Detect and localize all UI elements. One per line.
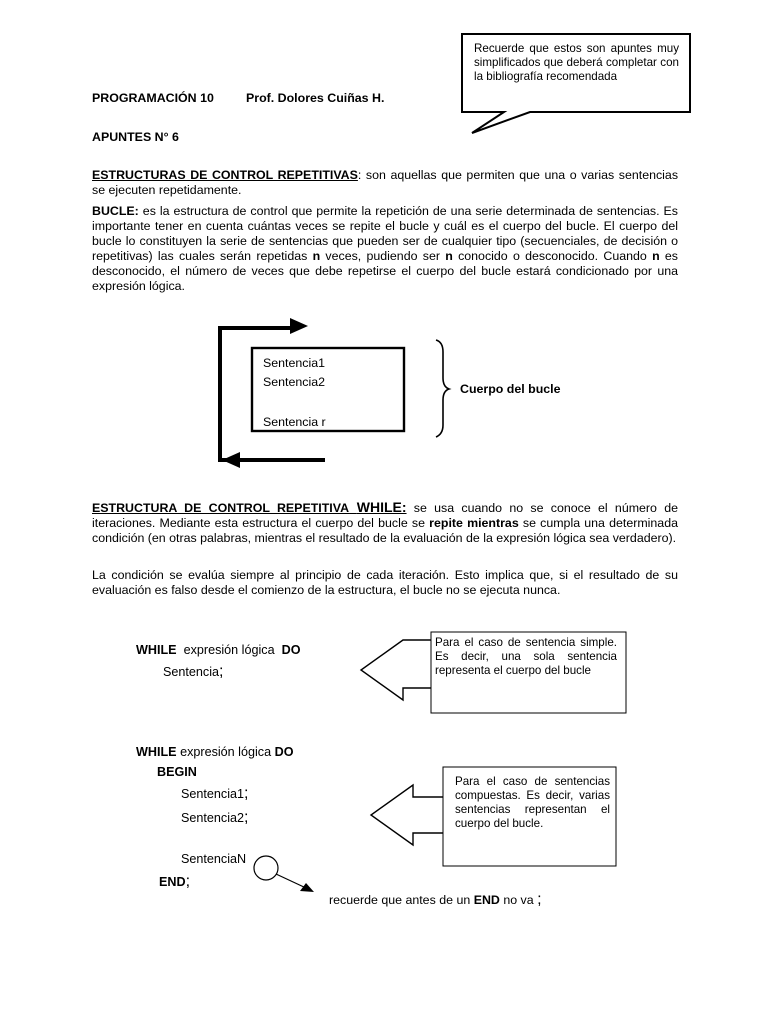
loop-statement-1: Sentencia1 [263,356,326,370]
reminder-text: recuerde que antes de un [329,893,471,907]
simple-note-text: Para el caso de sentencia simple. Es decir, una sola sentencia representa el cuerpo del bucle [435,636,617,677]
simple-semicolon: ; [219,663,224,680]
loop-n-3: n [652,249,660,263]
simple-statement: Sentencia [163,665,220,679]
compound-while-line [136,744,293,760]
reminder-end-keyword: END [473,893,500,907]
loop-term: BUCLE: [92,204,139,218]
repetitive-structures-definition: : son aquellas que permiten que una o varias sentencias se ejecuten repetidamente. [92,168,679,197]
while-text-2: se cumpla una determinada condición (en otras palabras, mientras el resultado de la evaluación de la expresión lógica sea verdadero). [92,516,678,545]
reminder-tail: no va [503,893,534,907]
loop-text-4: es desconocido, el número de veces que debe repetirse el cuerpo del bucle estará condicionado por una expresión lógica. [92,249,678,293]
loop-text-2: veces, pudiendo ser [320,249,446,263]
loop-n-2: n [445,249,453,263]
simple-while-keyword: WHILE [136,643,177,657]
loop-statement-2: Sentencia2 [263,375,326,389]
compound-note-arrow-shape [371,785,443,845]
while-text-1: se usa cuando no se conoce el número de iteraciones. Mediante esta estructura el cuerpo del bucle se [92,501,678,530]
simple-statement-line [163,664,223,680]
compound-note-text: Para el caso de sentencias compuestas. Es decir, varias sentencias representan el cuerpo del bucle. [455,775,610,830]
compound-statement-2: Sentencia2 [181,811,245,825]
loop-statement-r: Sentencia r [263,415,326,429]
reminder-line [329,892,542,908]
notes-number: APUNTES N° 6 [92,130,179,144]
compound-while-keyword: WHILE [136,745,177,759]
loop-body-label: Cuerpo del bucle [460,382,561,396]
while-bold-phrase: repite mientras [429,516,519,530]
repetitive-structures-term: ESTRUCTURAS DE CONTROL REPETITIVAS [92,168,358,182]
compound-semicolon-2: ; [244,809,249,826]
while-paragraph-2: La condición se evalúa siempre al principio de cada iteración. Esto implica que, si el resultado de su evaluación es falso desde el comienzo de la estructura, el bucle no se ejecuta nunca. [92,568,678,597]
course-title: PROGRAMACIÓN 10 [92,91,214,105]
reminder-semicolon: ; [537,891,542,908]
compound-statement-1-line [181,786,248,802]
loop-bottom-arrowhead [222,452,240,468]
begin-keyword: BEGIN [157,765,197,779]
while-keyword: WHILE: [356,499,407,515]
compound-condition: expresión lógica [180,745,272,759]
loop-diagram-graphics [220,318,449,468]
loop-paragraph [92,204,678,294]
compound-statement-n: SentenciaN [181,852,247,866]
end-keyword: END [159,875,186,889]
simple-condition: expresión lógica [183,643,275,657]
loop-text-1: es la estructura de control que permite la repetición de una serie determinada de sentencias. Es importante tener en cuenta cuántas veces se repite el bucle y cuál es el cuerpo del bucle. El cuerpo del bucle lo constituyen la serie de sentencias que pueden ser de cualquier tipo (secuenciales, de decisión o repetitivas) las cuales serán repetidas [92,204,678,263]
compound-do-keyword: DO [274,745,294,759]
reminder-circle [254,856,278,880]
while-structure-term: ESTRUCTURA DE CONTROL REPETITIVA [92,501,350,515]
while-paragraph [92,500,678,546]
simple-do-keyword: DO [281,643,301,657]
simple-note-arrow-shape [361,640,432,700]
teacher-name: Prof. Dolores Cuiñas H. [246,91,385,105]
loop-n-1: n [312,249,321,263]
note-callout-text: Recuerde que estos son apuntes muy simplificados que deberá completar con la bibliografía recomendada [474,42,679,83]
end-line [159,874,190,890]
compound-semicolon-1: ; [244,785,249,802]
loop-text-3: conocido o desconocido. Cuando [452,249,653,263]
compound-statement-1: Sentencia1 [181,787,245,801]
loop-top-arrowhead [290,318,308,334]
end-semicolon: ; [185,873,191,890]
compound-statement-2-line [181,810,248,826]
simple-while-line [136,642,300,658]
reminder-pointer-line [276,874,306,888]
body-brace [436,340,449,437]
repetitive-structures-paragraph [92,168,678,198]
reminder-pointer-arrowhead [300,883,314,892]
